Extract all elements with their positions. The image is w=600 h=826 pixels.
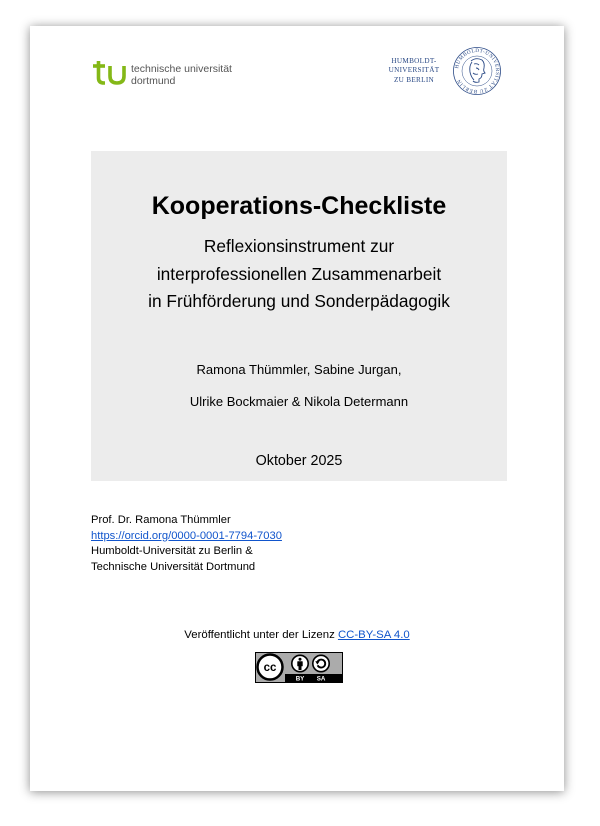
title-box [91, 151, 507, 481]
hu-logo-line2: UNIVERSITÄT [388, 66, 440, 75]
cc-by-sa-badge[interactable] [255, 652, 343, 683]
document-page [30, 26, 564, 791]
subtitle-line: Reflexionsinstrument zur [203, 236, 395, 256]
tu-logo-text [131, 64, 232, 87]
orcid-link[interactable]: https://orcid.org/0000-0001-7794-7030 [91, 529, 282, 542]
by-person-icon [292, 655, 308, 671]
by-label: BY [295, 675, 305, 683]
contact-name: Prof. Dr. Ramona Thümmler [91, 514, 231, 526]
authors-line-2: Ulrike Bockmaier & Nikola Determann [189, 394, 409, 409]
hu-logo-line1: HUMBOLDT- [391, 57, 437, 66]
document-title: Kooperations-Checkliste [151, 192, 447, 220]
humboldt-seal-icon [452, 46, 502, 96]
publication-date: Oktober 2025 [255, 453, 343, 469]
contact-affiliation-2: Technische Universität Dortmund [91, 560, 256, 573]
contact-affiliation-1: Humboldt-Universität zu Berlin & [91, 545, 253, 557]
humboldt-logo [382, 46, 502, 96]
sa-label: SA [316, 675, 326, 683]
tu-dortmund-logo [92, 59, 232, 87]
hu-logo-line3: ZU BERLIN [393, 75, 435, 84]
subtitle-line: in Frühförderung und Sonderpädagogik [148, 291, 450, 311]
sa-share-alike-icon [313, 655, 329, 671]
license-link[interactable]: CC-BY-SA 4.0 [337, 629, 410, 641]
hu-logo-text [382, 57, 446, 85]
svg-text:HUMBOLDT-UNIVERSITÄT ZU BERLIN: HUMBOLDT-UNIVERSITÄT ZU BERLIN [454, 47, 501, 95]
license-text: Veröffentlicht unter der Lizenz [184, 629, 338, 641]
tu-logo-line2: dortmund [131, 74, 176, 87]
authors-line-1: Ramona Thümmler, Sabine Jurgan, [196, 362, 402, 377]
license-line [30, 629, 564, 641]
tu-logo-line1: technische universität [131, 63, 232, 75]
tu-logo-icon [92, 59, 126, 85]
cc-label: cc [263, 662, 277, 675]
document-subtitle [91, 233, 507, 316]
contact-block [91, 513, 282, 575]
subtitle-line: interprofessionellen Zusammenarbeit [156, 263, 442, 284]
